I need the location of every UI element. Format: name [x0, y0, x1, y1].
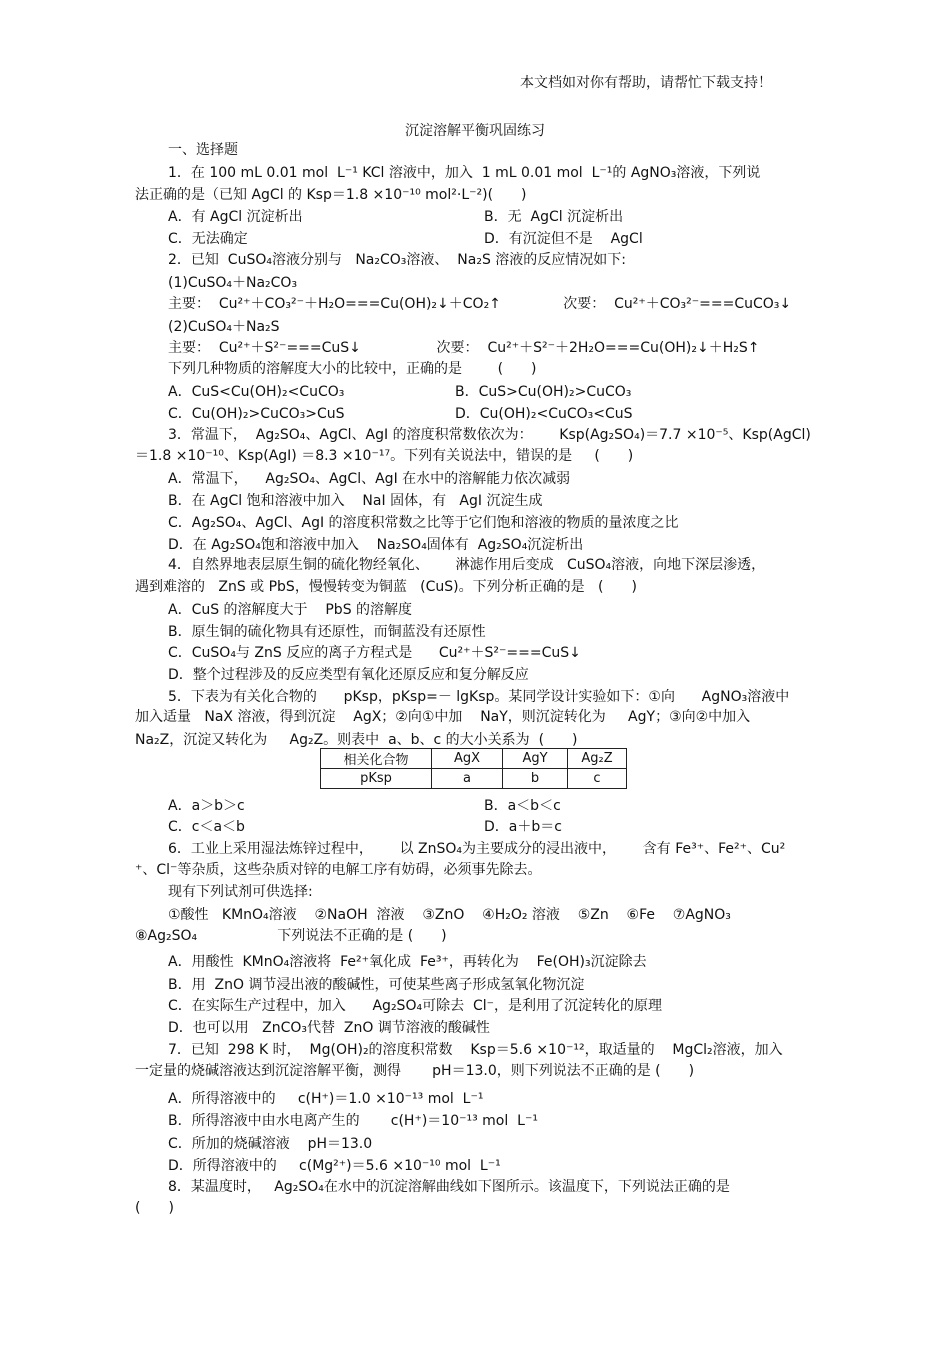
text-line: ⑧Ag₂SO₄ 下列说法不正确的是 ( )	[135, 928, 447, 944]
option: B．CuS>Cu(OH)₂>CuCO₃	[455, 384, 632, 400]
option: D．也可以用 ZnCO₃代替 ZnO 调节溶液的酸碱性	[168, 1020, 490, 1036]
option: D．a＋b＝c	[484, 819, 562, 835]
table-cell: AgY	[503, 749, 568, 769]
option: C．CuSO₄与 ZnS 反应的离子方程式是 Cu²⁺＋S²⁻===CuS↓	[168, 645, 581, 661]
option: B．在 AgCl 饱和溶液中加入 NaI 固体，有 AgI 沉淀生成	[168, 493, 543, 509]
option: D．在 Ag₂SO₄饱和溶液中加入 Na₂SO₄固体有 Ag₂SO₄沉淀析出	[168, 537, 584, 553]
page-header: 本文档如对你有帮助，请帮忙下载支持！	[520, 75, 772, 91]
option: C．Cu(OH)₂>CuCO₃>CuS	[168, 406, 345, 422]
text-line: Na₂Z，沉淀又转化为 Ag₂Z。则表中 a、b、c 的大小关系为 ( )	[135, 732, 578, 748]
option: A．CuS<Cu(OH)₂<CuCO₃	[168, 384, 345, 400]
option: A．所得溶液中的 c(H⁺)＝1.0 ×10⁻¹³ mol L⁻¹	[168, 1091, 484, 1107]
option: B．a＜b＜c	[484, 798, 561, 814]
text-line: 8．某温度时， Ag₂SO₄在水中的沉淀溶解曲线如下图所示。该温度下，下列说法正确的是	[168, 1179, 730, 1195]
text-line: ＝1.8 ×10⁻¹⁰、Ksp(AgI) ＝8.3 ×10⁻¹⁷。下列有关说法中，错误的是 ( )	[135, 448, 634, 464]
text-line: (1)CuSO₄＋Na₂CO₃	[168, 275, 298, 291]
option: A．有 AgCl 沉淀析出	[168, 209, 303, 225]
text-line: 现有下列试剂可供选择:	[168, 884, 313, 900]
option: D．有沉淀但不是 AgCl	[484, 231, 643, 247]
table-cell: pKsp	[321, 769, 432, 789]
page-title: 沉淀溶解平衡巩固练习	[405, 123, 545, 139]
text-line: 5．下表为有关化合物的 pKsp，pKsp=－ lgKsp。某同学设计实验如下：①向 AgNO₃溶液中	[168, 689, 790, 705]
option: C．所加的烧碱溶液 pH＝13.0	[168, 1136, 373, 1152]
option: C．在实际生产过程中，加入 Ag₂SO₄可除去 Cl⁻，是利用了沉淀转化的原理	[168, 998, 663, 1014]
option: C．c＜a＜b	[168, 819, 245, 835]
text-line: 一定量的烧碱溶液达到沉淀溶解平衡，测得 pH＝13.0，则下列说法不正确的是 ( )	[135, 1063, 695, 1079]
option: B．用 ZnO 调节浸出液的酸碱性，可使某些离子形成氢氧化物沉淀	[168, 977, 585, 993]
text-line: 下列几种物质的溶解度大小的比较中，正确的是 ( )	[168, 361, 537, 377]
option: D．整个过程涉及的反应类型有氧化还原反应和复分解反应	[168, 667, 529, 683]
option: C．无法确定	[168, 231, 248, 247]
table-cell: Ag₂Z	[568, 749, 627, 769]
option: B．所得溶液中由水电离产生的 c(H⁺)＝10⁻¹³ mol L⁻¹	[168, 1113, 538, 1129]
text-line: 4．自然界地表层原生铜的硫化物经氧化、 淋滤作用后变成 CuSO₄溶液，向地下深层渗透，	[168, 557, 766, 573]
option: B．无 AgCl 沉淀析出	[484, 209, 624, 225]
table-cell: AgX	[432, 749, 503, 769]
pksp-table	[320, 748, 627, 789]
table-row	[321, 749, 627, 769]
text-line: 加入适量 NaX 溶液，得到沉淀 AgX；②向①中加 NaY，则沉淀转化为 AgY；③向②中加入	[135, 709, 751, 725]
text-line: 主要： Cu²⁺＋CO₃²⁻＋H₂O===Cu(OH)₂↓＋CO₂↑ 次要： Cu²⁺＋CO₃²⁻===CuCO₃↓	[168, 296, 792, 312]
text-line: 主要： Cu²⁺＋S²⁻===CuS↓ 次要： Cu²⁺＋S²⁻＋2H₂O===Cu(OH)₂↓＋H₂S↑	[168, 340, 760, 356]
option: A．用酸性 KMnO₄溶液将 Fe²⁺氧化成 Fe³⁺，再转化为 Fe(OH)₃沉淀除去	[168, 954, 647, 970]
text-line: 7．已知 298 K 时， Mg(OH)₂的溶度积常数 Ksp＝5.6 ×10⁻¹²，取适量的 MgCl₂溶液，加入	[168, 1042, 783, 1058]
text-line: 6．工业上采用湿法炼锌过程中， 以 ZnSO₄为主要成分的浸出液中， 含有 Fe³⁺、Fe²⁺、Cu²	[168, 841, 786, 857]
text-line: ⁺、Cl⁻等杂质，这些杂质对锌的电解工序有妨碍，必须事先除去。	[135, 862, 542, 878]
table-cell: a	[432, 769, 503, 789]
option: B．原生铜的硫化物具有还原性，而铜蓝没有还原性	[168, 624, 486, 640]
table-cell: 相关化合物	[321, 749, 432, 769]
table-cell: b	[503, 769, 568, 789]
text-line: 遇到难溶的 ZnS 或 PbS，慢慢转变为铜蓝 (CuS)。下列分析正确的是 ( )	[135, 579, 637, 595]
table-row	[321, 769, 627, 789]
option: D．Cu(OH)₂<CuCO₃<CuS	[455, 406, 633, 422]
text-line: 2．已知 CuSO₄溶液分别与 Na₂CO₃溶液、 Na₂S 溶液的反应情况如下:	[168, 252, 627, 268]
option: C．Ag₂SO₄、AgCl、AgI 的溶度积常数之比等于它们饱和溶液的物质的量浓度之比	[168, 515, 679, 531]
option: D．所得溶液中的 c(Mg²⁺)＝5.6 ×10⁻¹⁰ mol L⁻¹	[168, 1158, 501, 1174]
text-line: 1．在 100 mL 0.01 mol L⁻¹ KCl 溶液中，加入 1 mL 0.01 mol L⁻¹的 AgNO₃溶液，下列说	[168, 165, 761, 181]
option: A．a＞b＞c	[168, 798, 245, 814]
text-line: ①酸性 KMnO₄溶液 ②NaOH 溶液 ③ZnO ④H₂O₂ 溶液 ⑤Zn ⑥Fe ⑦AgNO₃	[168, 907, 731, 923]
text-line: 法正确的是（已知 AgCl 的 Ksp＝1.8 ×10⁻¹⁰ mol²·L⁻²)( )	[135, 187, 527, 203]
text-line: (2)CuSO₄＋Na₂S	[168, 319, 280, 335]
option: A．CuS 的溶解度大于 PbS 的溶解度	[168, 602, 413, 618]
option: A．常温下， Ag₂SO₄、AgCl、AgI 在水中的溶解能力依次减弱	[168, 471, 571, 487]
table-cell: c	[568, 769, 627, 789]
text-line: 3．常温下， Ag₂SO₄、AgCl、AgI 的溶度积常数依次为： Ksp(Ag₂SO₄)＝7.7 ×10⁻⁵、Ksp(AgCl)	[168, 427, 811, 443]
text-line: ( )	[135, 1200, 174, 1216]
section-heading: 一、选择题	[168, 142, 238, 158]
